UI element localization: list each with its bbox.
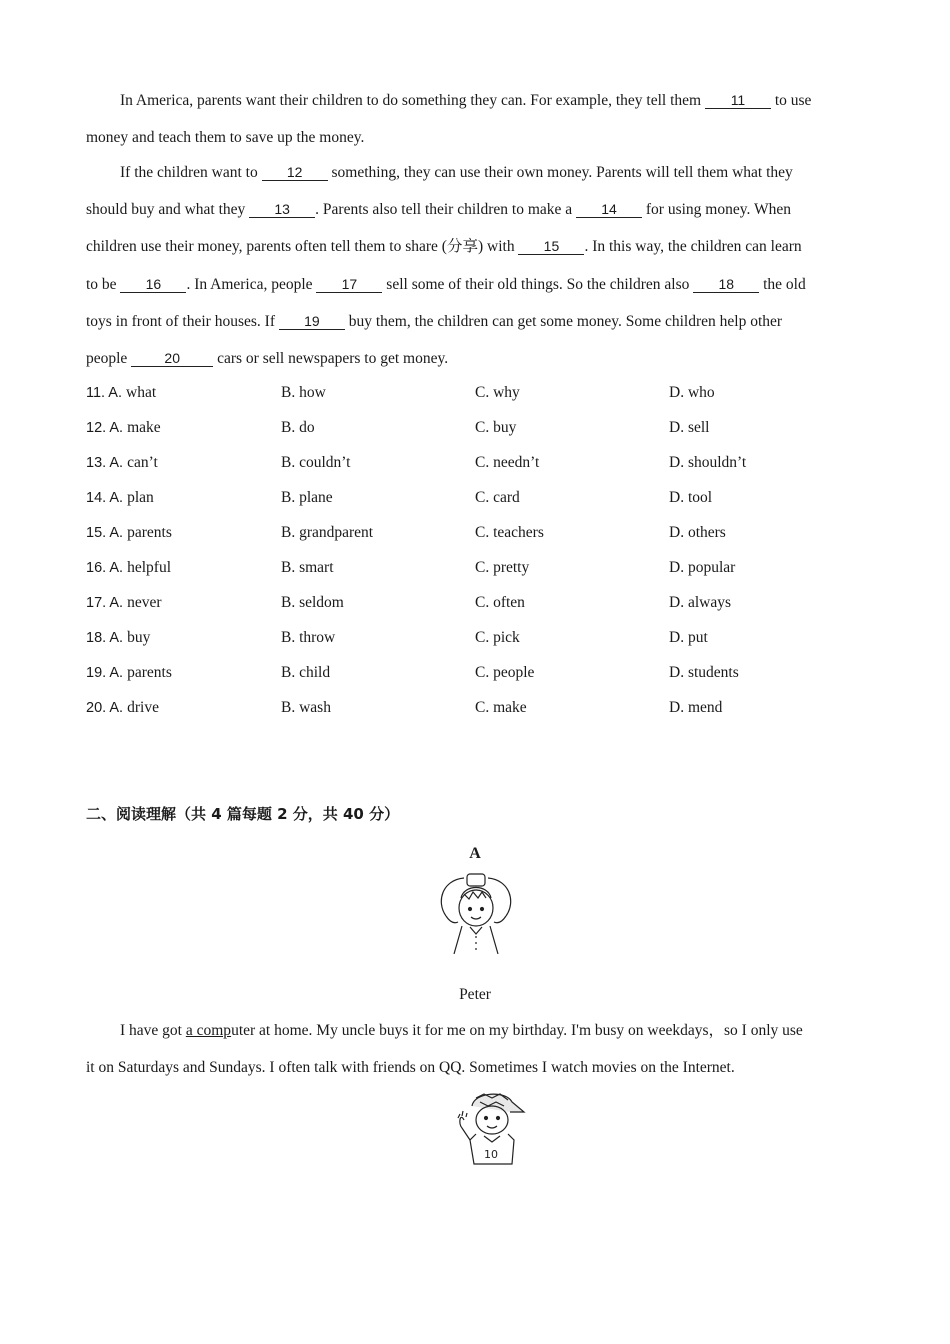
option-a	[86, 629, 150, 647]
option-c: C. people	[475, 664, 535, 681]
illustration-caption: Peter	[459, 986, 491, 1003]
option-d: D. students	[669, 664, 739, 681]
option-d: D. popular	[669, 559, 736, 576]
option-c: C. card	[475, 489, 520, 506]
option-a-text: make	[127, 419, 161, 436]
question-row	[86, 594, 866, 614]
option-d: D. sell	[669, 419, 710, 436]
boy-arms-up-illustration	[434, 872, 518, 954]
option-a	[86, 489, 154, 507]
option-a	[86, 559, 171, 577]
question-number: 16. A.	[86, 560, 128, 576]
option-c: C. often	[475, 594, 525, 611]
option-c: C. teachers	[475, 524, 544, 541]
option-c: C. pretty	[475, 559, 530, 576]
passage-line-7: toys in front of their houses. If 19 buy them, the children can get some money. Some children help other	[86, 313, 783, 330]
option-c: C. pick	[475, 629, 520, 646]
option-b: B. grandparent	[281, 524, 374, 541]
question-number: 12. A.	[86, 420, 128, 436]
option-d: D. put	[669, 629, 708, 646]
option-b: B. smart	[281, 559, 334, 576]
passage-line-1: In America, parents want their children to do something they can. For example, they tell them 11 to use	[120, 92, 812, 109]
question-number: 19. A.	[86, 665, 128, 681]
option-a-text: parents	[127, 524, 172, 541]
boy-waving-illustration	[454, 1088, 528, 1168]
option-b: B. wash	[281, 699, 331, 716]
option-a	[86, 699, 159, 717]
option-d: D. tool	[669, 489, 713, 506]
question-row	[86, 454, 866, 474]
question-row	[86, 524, 866, 544]
question-row	[86, 419, 866, 439]
question-row	[86, 559, 866, 579]
blank-12: 12	[262, 164, 328, 181]
option-a	[86, 419, 161, 437]
section-title: 二、阅读理解（共 4 篇每题 2 分，共 40 分）	[86, 805, 400, 823]
option-c: C. buy	[475, 419, 517, 436]
question-row	[86, 664, 866, 684]
option-a	[86, 594, 162, 612]
option-b: B. couldn’t	[281, 454, 351, 471]
option-a	[86, 454, 158, 472]
option-d: D. shouldn’t	[669, 454, 747, 471]
passage-line-5: children use their money, parents often tell them to share (分享) with 15 . In this way, the children can learn	[86, 238, 802, 255]
blank-13: 13	[249, 201, 315, 218]
option-b: B. child	[281, 664, 331, 681]
option-a	[86, 384, 156, 402]
question-row	[86, 699, 866, 719]
option-b: B. do	[281, 419, 315, 436]
option-a-text: parents	[127, 664, 172, 681]
blank-14: 14	[576, 201, 642, 218]
option-c: C. why	[475, 384, 520, 401]
underlined-text: a comp	[185, 1022, 232, 1039]
question-row	[86, 629, 866, 649]
passage-line-2: money and teach them to save up the money.	[86, 129, 365, 146]
question-number: 17. A.	[86, 595, 128, 611]
question-number: 20. A.	[86, 700, 128, 716]
blank-11: 11	[705, 92, 771, 109]
option-a-text: what	[126, 384, 157, 401]
blank-16: 16	[120, 276, 186, 293]
reading-line-1: I have got a computer at home. My uncle buys it for me on my birthday. I'm busy on weekdays，so I only use	[120, 1022, 803, 1039]
passage-line-3: If the children want to 12 something, they can use their own money. Parents will tell them what they	[120, 164, 793, 181]
option-a	[86, 524, 172, 542]
option-b: B. how	[281, 384, 326, 401]
question-row	[86, 489, 866, 509]
option-a-text: helpful	[127, 559, 172, 576]
option-a-text: plan	[127, 489, 154, 506]
option-d: D. who	[669, 384, 715, 401]
blank-15: 15	[518, 238, 584, 255]
passage-label: A	[469, 845, 481, 862]
question-row	[86, 384, 866, 404]
option-c: C. needn’t	[475, 454, 540, 471]
question-number: 15. A.	[86, 525, 128, 541]
blank-19: 19	[279, 313, 345, 330]
option-a	[86, 664, 172, 682]
option-c: C. make	[475, 699, 527, 716]
option-b: B. throw	[281, 629, 336, 646]
option-d: D. others	[669, 524, 726, 541]
option-a-text: drive	[127, 699, 159, 716]
reading-line-2: it on Saturdays and Sundays. I often talk with friends on QQ. Sometimes I watch movies on the Internet.	[86, 1059, 735, 1076]
passage-line-4: should buy and what they 13 . Parents also tell their children to make a 14 for using money. When	[86, 201, 791, 218]
blank-18: 18	[693, 276, 759, 293]
question-number: 11. A.	[86, 385, 127, 401]
option-a-text: never	[127, 594, 162, 611]
option-b: B. plane	[281, 489, 333, 506]
question-number: 14. A.	[86, 490, 128, 506]
svg-text:10: 10	[484, 1148, 498, 1161]
option-b: B. seldom	[281, 594, 344, 611]
question-number: 18. A.	[86, 630, 128, 646]
blank-20: 20	[131, 350, 213, 367]
passage-line-6: to be 16 . In America, people 17 sell some of their old things. So the children also 18 the old	[86, 276, 806, 293]
option-a-text: can’t	[127, 454, 158, 471]
option-d: D. always	[669, 594, 731, 611]
question-number: 13. A.	[86, 455, 128, 471]
option-d: D. mend	[669, 699, 723, 716]
option-a-text: buy	[127, 629, 151, 646]
passage-line-8: people 20 cars or sell newspapers to get money.	[86, 350, 449, 367]
blank-17: 17	[316, 276, 382, 293]
